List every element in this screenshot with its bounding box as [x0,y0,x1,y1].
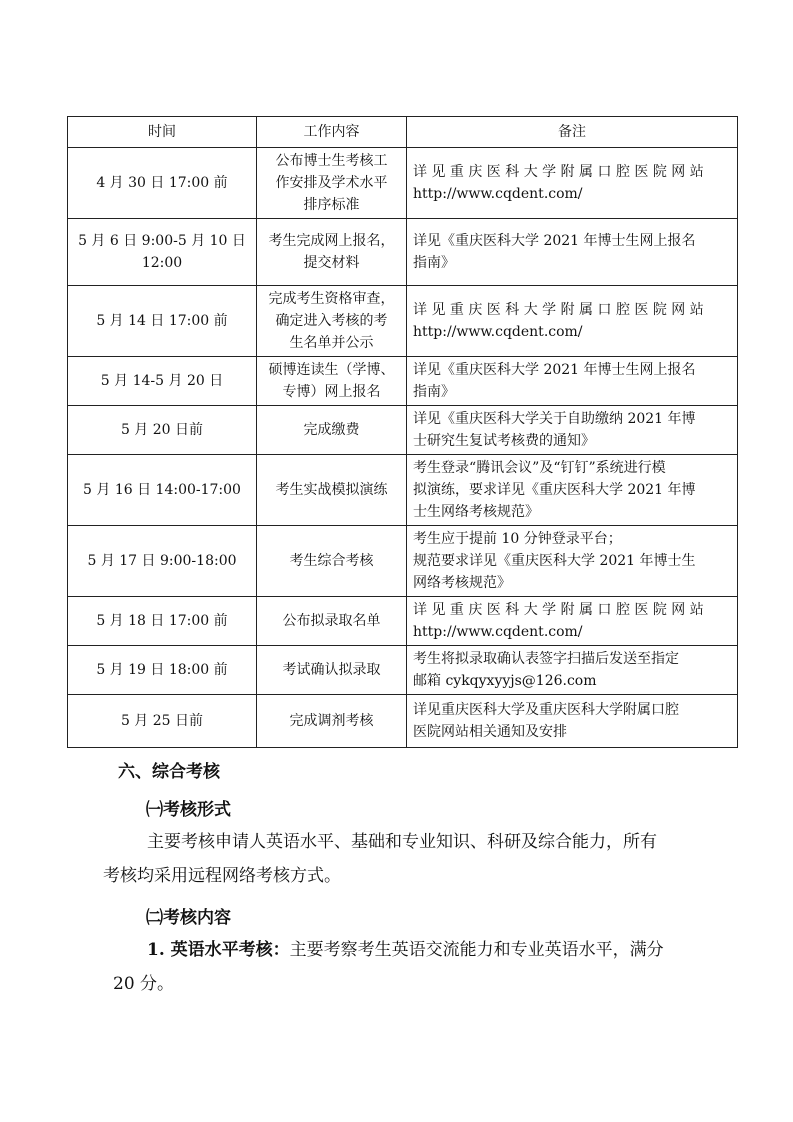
time-cell-line: 5 月 17 日 9:00-18:00 [87,553,237,569]
note-cell-line: 详 见 重 庆 医 科 大 学 附 属 口 腔 医 院 网 站 [413,602,704,618]
work-cell [257,646,407,695]
note-cell [407,219,738,286]
time-cell-line: 5 月 14 日 17:00 前 [96,313,228,329]
table-row [68,526,738,597]
work-cell-line: 生名单并公示 [289,335,374,351]
note-cell-line: 考生应于提前 10 分钟登录平台； [413,531,622,547]
english-test-line1 [103,933,713,967]
note-cell [407,646,738,695]
work-cell [257,455,407,526]
table-row [68,286,738,357]
work-cell-line: 专博）网上报名 [282,384,381,400]
table-header-row [68,117,738,148]
table-body [68,148,738,748]
table-row [68,597,738,646]
time-cell [68,286,257,357]
note-cell-line: 士生网络考核规范》 [413,504,539,520]
work-cell-line: 考试确认拟录取 [282,662,381,678]
note-cell-line: 拟演练，要求详见《重庆医科大学 2021 年博 [413,482,696,498]
time-cell [68,646,257,695]
table-row [68,695,738,748]
note-cell [407,406,738,455]
note-cell-line: 考生将拟录取确认表签字扫描后发送至指定 [413,651,679,667]
time-cell-line: 5 月 19 日 18:00 前 [96,662,228,678]
work-cell-line: 考生综合考核 [289,553,374,569]
work-cell-line: 考生完成网上报名， [268,233,395,249]
work-cell [257,286,407,357]
note-cell [407,526,738,597]
note-cell-line: 详 见 重 庆 医 科 大 学 附 属 口 腔 医 院 网 站 [413,164,704,180]
work-cell [257,695,407,748]
table-row [68,646,738,695]
english-test-line2: 20 分。 [113,974,175,994]
note-cell-line: 指南》 [413,255,455,271]
note-cell-line: 邮箱 cykqyxyyjs@126.com [413,673,597,689]
time-cell-line: 5 月 20 日前 [120,422,204,438]
work-cell [257,597,407,646]
time-cell [68,357,257,406]
form-paragraph-line2: 考核均采用远程网络考核方式。 [103,866,341,886]
note-cell-line: 规范要求详见《重庆医科大学 2021 年博士生 [413,553,696,569]
header-work: 工作内容 [257,117,407,148]
work-cell [257,148,407,219]
note-cell-line: 详见《重庆医科大学 2021 年博士生网上报名 [413,233,696,249]
note-cell-line: 网络考核规范》 [413,575,511,591]
subsection-content-title: ㈡考核内容 [146,908,231,928]
table-row [68,455,738,526]
note-cell [407,357,738,406]
work-cell-line: 考生实战模拟演练 [275,482,388,498]
time-cell [68,526,257,597]
english-test-text: 主要考察考生英语交流能力和专业英语水平，满分 [289,940,664,960]
work-cell-line: 完成考生资格审查， [268,291,395,307]
note-cell-line: 指南》 [413,384,455,400]
note-cell-line: http://www.cqdent.com/ [413,186,583,202]
note-cell-line: 详见《重庆医科大学 2021 年博士生网上报名 [413,362,696,378]
work-cell-line: 公布拟录取名单 [282,613,381,629]
note-cell-line: 详 见 重 庆 医 科 大 学 附 属 口 腔 医 院 网 站 [413,302,704,318]
time-cell-line: 5 月 16 日 14:00-17:00 [83,482,241,498]
work-cell-line: 确定进入考核的考 [275,313,388,329]
time-cell-line: 5 月 25 日前 [120,713,204,729]
time-cell [68,455,257,526]
note-cell-line: 详见重庆医科大学及重庆医科大学附属口腔 [413,702,679,718]
table-row [68,406,738,455]
form-paragraph-line1: 主要考核申请人英语水平、基础和专业知识、科研及综合能力，所有 [147,832,657,852]
work-cell [257,357,407,406]
table-row [68,357,738,406]
form-paragraph [103,825,713,893]
time-cell-line: 5 月 18 日 17:00 前 [96,613,228,629]
work-cell-line: 完成缴费 [303,422,360,438]
work-cell-line: 硕博连读生（学博、 [268,362,395,378]
work-cell [257,406,407,455]
note-cell [407,597,738,646]
time-cell-line: 12:00 [141,255,183,271]
time-cell [68,219,257,286]
note-cell-line: http://www.cqdent.com/ [413,324,583,340]
time-cell [68,406,257,455]
work-cell-line: 完成调剂考核 [289,713,374,729]
time-cell-line: 5 月 6 日 9:00-5 月 10 日 [78,233,246,249]
note-cell-line: 详见《重庆医科大学关于自助缴纳 2021 年博 [413,411,696,427]
note-cell-line: 士研究生复试考核费的通知》 [413,433,595,449]
time-cell [68,148,257,219]
note-cell-line: 考生登录“腾讯会议”及“钉钉”系统进行模 [413,460,666,476]
work-cell-line: 公布博士生考核工 [275,153,388,169]
note-cell [407,286,738,357]
note-cell-line: http://www.cqdent.com/ [413,624,583,640]
work-cell [257,526,407,597]
header-time: 时间 [68,117,257,148]
note-cell [407,455,738,526]
time-cell [68,597,257,646]
time-cell-line: 5 月 14-5 月 20 日 [100,373,224,389]
work-cell-line: 作安排及学术水平 [275,175,388,191]
english-test-label: 1. 英语水平考核： [147,940,290,960]
work-cell-line: 排序标准 [303,197,360,213]
time-cell-line: 4 月 30 日 17:00 前 [96,175,228,191]
section-six-title: 六、综合考核 [118,762,220,782]
note-cell [407,695,738,748]
work-cell [257,219,407,286]
time-cell [68,695,257,748]
subsection-form-title: ㈠考核形式 [146,800,231,820]
work-cell-line: 提交材料 [303,255,360,271]
table-row [68,219,738,286]
schedule-table [67,116,738,748]
note-cell [407,148,738,219]
english-test-paragraph [103,933,713,1001]
table-row [68,148,738,219]
note-cell-line: 医院网站相关通知及安排 [413,724,567,740]
header-note: 备注 [407,117,738,148]
